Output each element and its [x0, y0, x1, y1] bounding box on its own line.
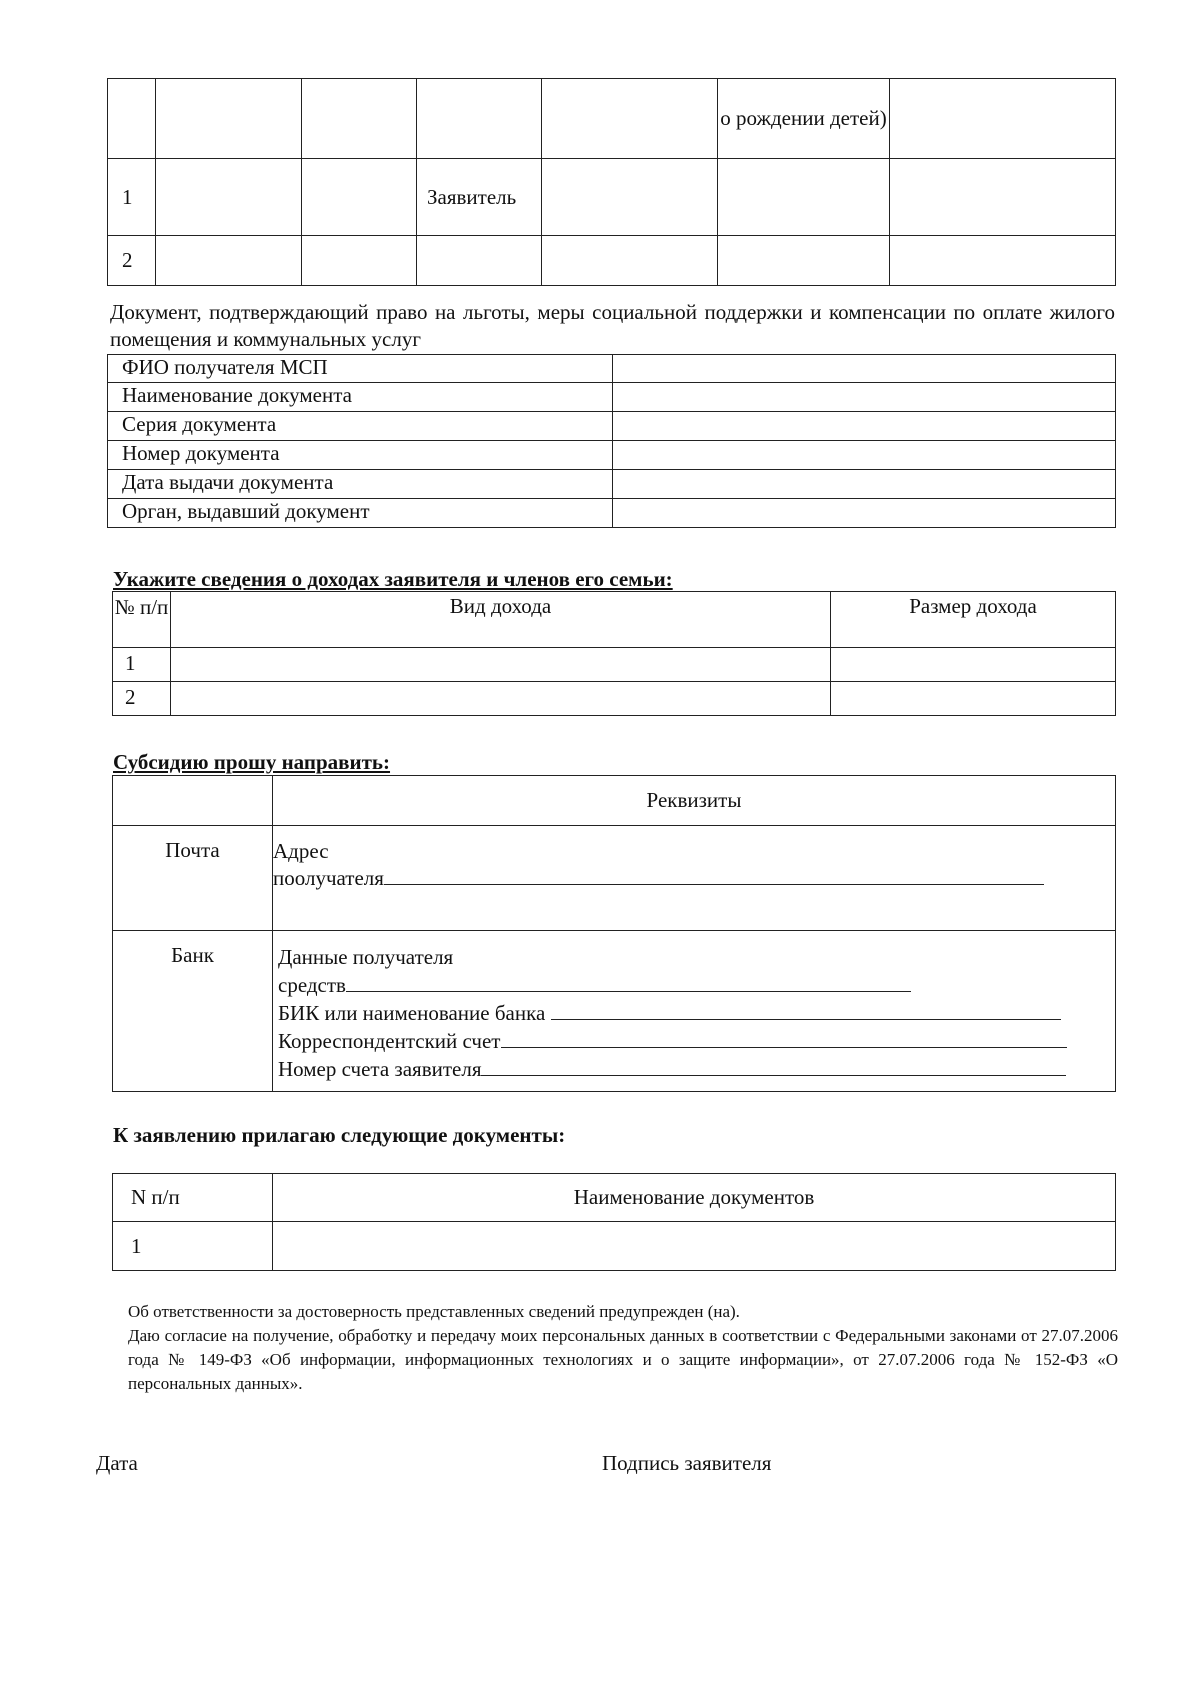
bank-recipient-label: Данные получателя — [278, 945, 454, 969]
field-value[interactable] — [613, 441, 1116, 470]
table-row — [108, 355, 1116, 383]
bank-corr-line[interactable] — [278, 1027, 1115, 1055]
family-table — [107, 78, 1116, 286]
table-row — [108, 159, 1116, 236]
row-number: 1 — [113, 1222, 273, 1271]
bank-recipient-label-2: средств — [278, 973, 346, 997]
bank-bik-label: БИК или наименование банка — [278, 1001, 546, 1025]
table-row — [108, 499, 1116, 528]
table-row — [108, 470, 1116, 499]
income-amount-cell[interactable] — [831, 682, 1116, 716]
table-row — [108, 412, 1116, 441]
mail-row — [113, 826, 1116, 931]
attachments-header-row — [113, 1174, 1116, 1222]
row-role — [417, 236, 542, 286]
benefit-doc-intro: Документ, подтверждающий право на льготы, меры социальной поддержки и компенсации по оплате жилого помещения и коммунальных услуг — [110, 300, 1115, 351]
liability-notice: Об ответственности за достоверность представленных сведений предупрежден (на). — [128, 1302, 740, 1321]
col-number-header: № п/п — [113, 592, 171, 648]
field-value[interactable] — [613, 470, 1116, 499]
birth-certificate-header: о рождении детей) — [718, 79, 890, 159]
table-row — [108, 441, 1116, 470]
bank-account-label: Номер счета заявителя — [278, 1057, 482, 1081]
table-row — [108, 236, 1116, 286]
row-number: 2 — [113, 682, 171, 716]
field-issue-date: Дата выдачи документа — [108, 470, 613, 499]
table-row — [113, 648, 1116, 682]
field-value[interactable] — [613, 499, 1116, 528]
bank-requisites — [273, 931, 1116, 1092]
subsidy-header-row — [113, 776, 1116, 826]
consent-notice: Даю согласие на получение, обработку и передачу моих персональных данных в соответствии с Федеральными законами от 27.07.2006 года № 149-ФЗ «Об информации, информационных технологиях и о защите информации», от 27.07.2006 года № 152-ФЗ «О персональных данных». — [128, 1326, 1118, 1393]
col-documents-header: Наименование документов — [273, 1174, 1116, 1222]
field-document-series: Серия документа — [108, 412, 613, 441]
col-income-type-header: Вид дохода — [171, 592, 831, 648]
attachments-heading: К заявлению прилагаю следующие документы: — [113, 1123, 566, 1147]
col-income-amount-header: Размер дохода — [831, 592, 1116, 648]
mail-requisites — [273, 826, 1116, 931]
income-heading: Укажите сведения о доходах заявителя и членов его семьи: — [113, 567, 673, 591]
income-type-cell[interactable] — [171, 682, 831, 716]
field-recipient-name: ФИО получателя МСП — [108, 355, 613, 383]
row-number: 2 — [108, 236, 156, 286]
family-table-header-row — [108, 79, 1116, 159]
signature-label: Подпись заявителя — [602, 1451, 772, 1475]
mail-address-label-1: Адрес — [273, 839, 329, 863]
table-row — [108, 383, 1116, 412]
table-row — [113, 682, 1116, 716]
income-amount-cell[interactable] — [831, 648, 1116, 682]
attachments-table — [112, 1173, 1116, 1271]
bank-row — [113, 931, 1116, 1092]
bank-bik-line[interactable] — [278, 999, 1115, 1027]
mail-address-line[interactable] — [273, 865, 1115, 892]
field-issuing-authority: Орган, выдавший документ — [108, 499, 613, 528]
date-label: Дата — [96, 1451, 138, 1475]
mail-address-label-2: поолучателя — [273, 866, 384, 890]
bank-account-line[interactable] — [278, 1055, 1115, 1083]
field-value[interactable] — [613, 412, 1116, 441]
income-type-cell[interactable] — [171, 648, 831, 682]
table-row — [113, 1222, 1116, 1271]
col-requisites-header: Реквизиты — [273, 776, 1116, 826]
income-table — [112, 591, 1116, 716]
bank-recipient-line[interactable] — [278, 971, 1115, 999]
document-name-cell[interactable] — [273, 1222, 1116, 1271]
field-document-name: Наименование документа — [108, 383, 613, 412]
field-value[interactable] — [613, 383, 1116, 412]
row-role: Заявитель — [417, 159, 542, 236]
row-number: 1 — [108, 159, 156, 236]
field-document-number: Номер документа — [108, 441, 613, 470]
benefit-doc-table — [107, 354, 1116, 528]
bank-corr-label: Корреспондентский счет — [278, 1029, 501, 1053]
subsidy-heading: Субсидию прошу направить: — [113, 750, 391, 774]
subsidy-table — [112, 775, 1116, 1092]
mail-label: Почта — [113, 826, 273, 931]
field-value[interactable] — [613, 355, 1116, 383]
row-number: 1 — [113, 648, 171, 682]
income-header-row — [113, 592, 1116, 648]
col-number-header: N п/п — [113, 1174, 273, 1222]
bank-label: Банк — [113, 931, 273, 1092]
